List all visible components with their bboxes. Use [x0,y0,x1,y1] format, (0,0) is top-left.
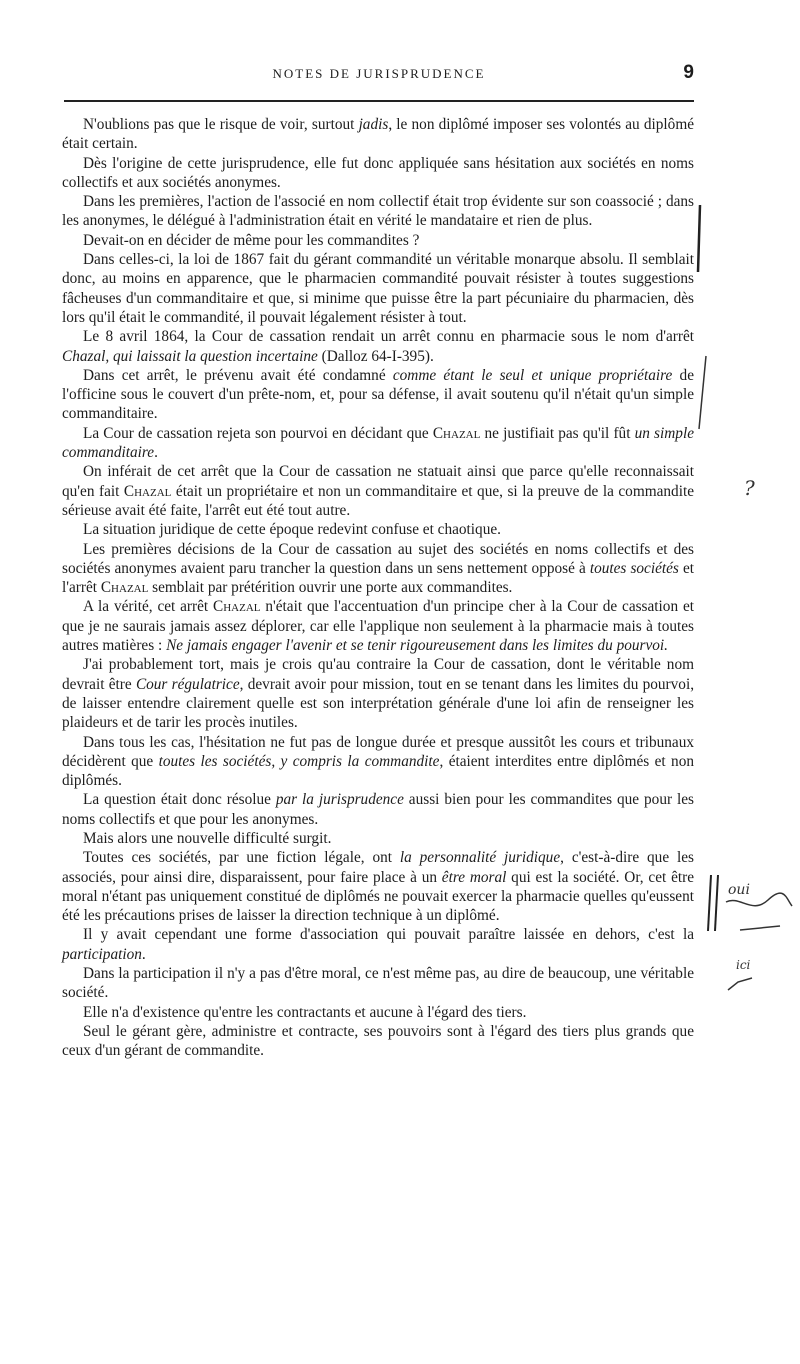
paragraph [62,964,694,1003]
text-span: était un propriétaire et non un commanditaire et que, si la preuve de la commandite sérieuse avait été faite, l'arrêt eut été tout autre. [62,482,694,519]
text-span: On inférait de cet arrêt que la Cour de cassation ne statuait ainsi que parce qu'elle reconnaissait qu'en fait [62,463,694,500]
paragraph [62,462,694,520]
paragraph [62,790,694,829]
text-span: n'était que l'accentuation d'un principe cher à la Cour de cassation et que je ne saurais jamais assez déplorer, car elle l'applique non seulement à la pharmacie mais à toutes autres matières : [62,598,694,655]
text-span: Dans les premières, l'action de l'associé en nom collectif était trop évidente sur son coassocié ; dans les anonymes, le délégué à l'administration était en vérité le mandataire et rien de plus. [62,193,694,230]
text-span: La question était donc résolue [83,791,276,809]
text-span: ne justifiait pas qu'il fût [480,424,635,442]
paragraph [62,733,694,791]
body-text [62,115,694,1061]
text-span: Devait-on en décider de même pour les commandites ? [83,231,420,249]
italic-span: participation [62,945,142,963]
italic-span: toutes sociétés [589,559,679,577]
text-span: , devrait avoir pour mission, tout en se tenant dans les limites du pourvoi, de laisser entendre clairement quelle est son interprétation générale d'une loi afin de renseigner les plaideurs et de tarir les procès inutiles. [62,675,695,732]
paragraph [62,154,694,193]
text-span: La Cour de cassation rejeta son pourvoi en décidant que [83,424,433,442]
smallcaps-name: Chazal [123,482,172,500]
paragraph [62,829,694,848]
paragraph [62,424,694,463]
text-span: de l'officine sous le couvert d'un prête-nom, et, pour sa défense, il avait soutenu qu'il n'était qu'un simple commanditaire. [62,366,694,423]
paragraph [62,848,694,925]
smallcaps-name: Chazal [432,424,481,442]
text-span: La situation juridique de cette époque redevint confuse et chaotique. [83,521,501,539]
text-span: Dans la participation il n'y a pas d'être moral, ce n'est même pas, au dire de beaucoup, une véritable société. [62,965,694,1002]
margin-bar-3 [708,875,711,931]
text-span: , le non diplômé imposer ses volontés au diplômé était certain. [62,116,695,153]
italic-span: la personnalité juridique [399,849,561,867]
text-span: , étaient interdites entre diplômés et non diplômés. [62,752,694,790]
italic-span: Ne jamais engager l'avenir et se tenir rigoureusement dans les limites du pourvoi. [166,637,668,655]
text-span: Il y avait cependant une forme d'association qui pouvait paraître laissée en dehors, c'est la [83,926,694,944]
text-span: semblait par prétérition ouvrir une porte aux commandites. [148,579,513,597]
running-head [64,60,694,94]
smallcaps-name: Chazal [100,579,149,597]
italic-span: jadis [358,116,389,133]
text-span: Les premières décisions de la Cour de cassation au sujet des sociétés en noms collectifs et des sociétés anonymes avaient paru trancher la question dans un sens nettement opposé à [62,540,694,577]
header-rule [64,100,694,102]
italic-span: Cour régulatrice [135,675,240,693]
paragraph [62,1003,694,1022]
page-number: 9 [683,62,694,83]
italic-span: être moral [441,868,507,886]
text-span: N'oublions pas que le risque de voir, surtout [83,116,359,133]
text-span: A la vérité, cet arrêt [83,598,214,616]
paragraph [62,327,694,366]
text-span: et l'arrêt [62,559,695,597]
text-span: aussi bien pour les commandites que pour les noms collectifs et que pour les anonymes. [62,791,694,828]
margin-note-oui: oui [728,882,750,898]
italic-span: comme étant le seul et unique propriétaire [392,366,673,384]
smallcaps-name: Chazal [213,598,261,616]
paragraph [62,925,694,964]
paragraph [62,115,694,154]
margin-bar-1 [698,205,700,272]
text-span: Toutes ces sociétés, par une fiction légale, ont [83,849,400,867]
text-span: Dès l'origine de cette jurisprudence, elle fut donc appliquée sans hésitation aux sociétés en noms collectifs et aux sociétés anonymes. [62,154,694,191]
margin-note-ici: ici [736,958,751,972]
text-span: . [154,444,158,462]
text-span: Dans celles-ci, la loi de 1867 fait du gérant commandité un véritable monarque absolu. Il semblait donc, au moins en apparence, que le pharmacien commandité pouvait résister à toutes suggestions fâcheuses d'un commanditaire et que, si minime que puisse être la part pécuniaire du pharmacien, dès lors qu'il était le commandité, il pouvait légalement résister à tout. [62,251,694,326]
text-span: qui est la société. Or, cet être moral n'étant pas uniquement constitué de diplômés ne pouvait exercer la pharmacie quelles qu'eussent été les précautions prises de laisser la direction technique à un diplômé. [62,868,694,925]
italic-span: Chazal, qui laissait la question incertaine [62,347,318,365]
paragraph [62,520,694,539]
paragraph [62,655,694,732]
margin-note-question: ? [744,476,755,500]
paragraph [62,1022,694,1061]
running-title: NOTES DE JURISPRUDENCE [272,66,486,81]
paragraph [62,250,694,327]
text-span: J'ai probablement tort, mais je crois qu'au contraire la Cour de cassation, dont le véritable nom devrait être [62,656,694,693]
italic-span: toutes les sociétés, y compris la commandite [158,752,440,770]
italic-span: par la jurisprudence [275,791,404,809]
text-span: (Dalloz 64-I-395). [317,347,434,365]
text-span: Mais alors une nouvelle difficulté surgit. [83,829,332,847]
margin-check [728,978,752,990]
margin-dash [740,926,780,930]
paragraph [62,192,694,231]
text-span: . [141,945,146,963]
paragraph [62,540,694,598]
paragraph [62,366,694,424]
paragraph [62,597,694,655]
margin-bar-4 [715,875,718,931]
text-span: Le 8 avril 1864, la Cour de cassation rendait un arrêt connu en pharmacie sous le nom d'arrêt [83,328,694,346]
text-span: Seul le gérant gère, administre et contracte, ses pouvoirs sont à l'égard des tiers plus grands que ceux d'un gérant de commandite. [62,1022,694,1060]
text-span: , c'est-à-dire que les associés, pour ainsi dire, disparaissent, pour faire place à un [62,849,694,886]
italic-span: un simple commanditaire [62,424,694,462]
margin-bar-2 [699,356,706,429]
paragraph [62,231,694,250]
text-span: Elle n'a d'existence qu'entre les contractants et aucune à l'égard des tiers. [83,1003,527,1021]
text-span: Dans cet arrêt, le prévenu avait été condamné [83,366,393,384]
text-span: Dans tous les cas, l'hésitation ne fut pas de longue durée et presque aussitôt les cours et tribunaux décidèrent que [62,733,694,770]
